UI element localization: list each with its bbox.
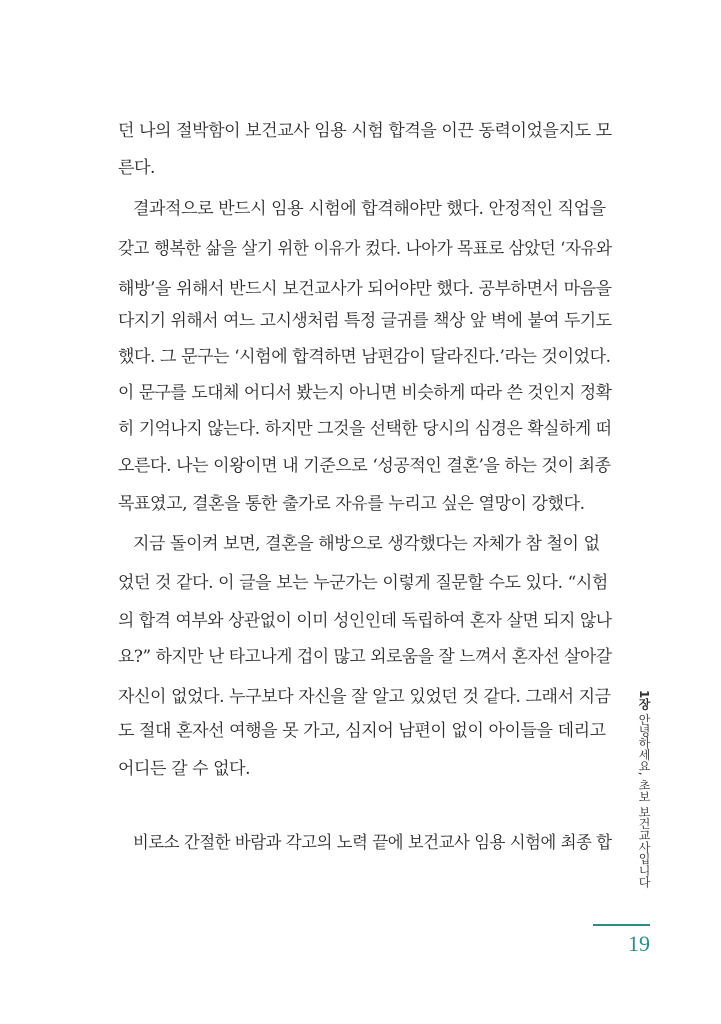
chapter-side-title <box>636 690 653 888</box>
chapter-number: 1장 <box>637 690 651 710</box>
body-line: 갖고 행복한 삶을 살기 위한 이유가 컸다. 나아가 목표로 삼았던 ‘자유와 <box>118 239 612 259</box>
body-line: 지금 돌이켜 보면, 결혼을 해방으로 생각했다는 자체가 참 철이 없 <box>133 534 600 554</box>
body-line: 도 절대 혼자선 여행을 못 가고, 심지어 남편이 없이 아이들을 데리고 <box>118 721 606 741</box>
body-line: 의 합격 여부와 상관없이 이미 성인인데 독립하여 혼자 살면 되지 않나 <box>118 611 612 631</box>
body-line: 했다. 그 문구는 ‘시험에 합격하면 남편감이 달라진다.’라는 것이었다. <box>118 347 611 367</box>
body-line: 던 나의 절박함이 보건교사 임용 시험 합격을 이끈 동력이었을지도 모 <box>118 121 612 141</box>
body-line: 자신이 없었다. 누구보다 자신을 잘 알고 있었던 것 같다. 그래서 지금 <box>118 687 611 707</box>
page-number: 19 <box>628 931 650 956</box>
body-line: 오른다. 나는 이왕이면 내 기준으로 ‘성공적인 결혼’을 하는 것이 최종 <box>118 456 611 476</box>
body-line: 해방’을 위해서 반드시 보건교사가 되어야만 했다. 공부하면서 마음을 <box>118 279 612 299</box>
body-line: 른다. <box>118 158 156 178</box>
body-line: 다지기 위해서 여느 고시생처럼 특정 글귀를 책상 앞 벽에 붙여 두기도 <box>118 311 612 331</box>
body-line: 히 기억나지 않는다. 하지만 그것을 선택한 당시의 심경은 확실하게 떠 <box>118 419 612 439</box>
body-line: 비로소 간절한 바람과 각고의 노력 끝에 보건교사 임용 시험에 최종 합 <box>133 833 612 853</box>
body-line: 목표였고, 결혼을 통한 출가로 자유를 누리고 싶은 열망이 강했다. <box>118 494 585 514</box>
footer-rule <box>593 924 650 926</box>
body-line: 결과적으로 반드시 임용 시험에 합격해야만 했다. 안정적인 직업을 <box>133 199 606 219</box>
chapter-title: 안녕하세요, 초보 보건교사입니다 <box>637 713 651 888</box>
body-line: 이 문구를 도대체 어디서 봤는지 아니면 비슷하게 따라 쓴 것인지 정확 <box>118 383 612 403</box>
body-line: 었던 것 같다. 이 글을 보는 누군가는 이렇게 질문할 수도 있다. “시험 <box>118 573 608 593</box>
body-line: 요?” 하지만 난 타고나게 겁이 많고 외로움을 잘 느껴서 혼자선 살아갈 <box>118 647 612 667</box>
body-line: 어디든 갈 수 없다. <box>118 759 251 779</box>
